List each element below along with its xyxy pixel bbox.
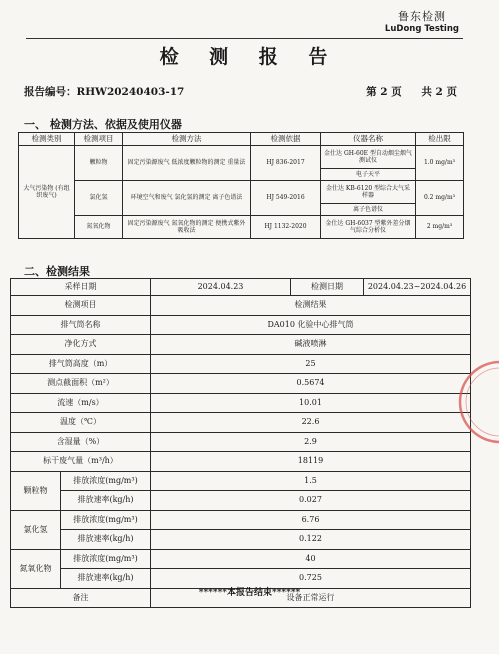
header-rule — [26, 38, 463, 39]
test-date-label: 检测日期 — [291, 279, 364, 295]
row-label: 测点截面积（m²） — [11, 374, 151, 394]
remark-value: 设备正常运行 — [151, 588, 471, 608]
conc-value: 6.76 — [151, 510, 471, 530]
pollutant-name: 氮氧化物 — [11, 549, 61, 588]
method-cell: 固定污染源废气 氮氧化物的测定 便携式紫外吸收法 — [123, 216, 251, 239]
table-row — [11, 354, 471, 374]
instrument-cell: 金仕达 KB-6120 型综合大气采样器 — [321, 181, 416, 204]
col-basis: 检测依据 — [251, 133, 321, 146]
sample-date: 2024.04.23 — [151, 279, 291, 296]
results-table — [10, 278, 471, 608]
page-info — [350, 84, 457, 99]
brand-name-cn: 鲁东检测 — [397, 10, 446, 23]
row-value: 碱液喷淋 — [151, 335, 471, 355]
row-label: 净化方式 — [11, 335, 151, 355]
row-label: 温度（℃） — [11, 413, 151, 433]
table-row — [11, 530, 471, 550]
table-row — [11, 374, 471, 394]
table-row — [19, 146, 464, 169]
seal-inner-ring — [466, 368, 499, 436]
col-instrument: 仪器名称 — [321, 133, 416, 146]
item-cell: 氯化氢 — [75, 181, 123, 216]
rate-label: 排放速率(kg/h) — [61, 530, 151, 550]
row-value: DA010 化验中心排气筒 — [151, 315, 471, 335]
item-cell: 颗粒物 — [75, 146, 123, 181]
basis-cell: HJ 836-2017 — [251, 146, 321, 181]
row-label: 标干废气量（m³/h） — [11, 452, 151, 472]
row-value: 18119 — [151, 452, 471, 472]
section2-heading: 二、检测结果 — [24, 265, 90, 278]
category-cell: 大气污染物 (有组织废气) — [19, 146, 75, 239]
row-value: 10.01 — [151, 393, 471, 413]
limit-cell: 2 mg/m³ — [416, 216, 464, 239]
result-label: 检测结果 — [151, 296, 471, 316]
table-row — [11, 413, 471, 433]
conc-value: 1.5 — [151, 471, 471, 491]
basis-cell: HJ 549-2016 — [251, 181, 321, 216]
table-row — [11, 549, 471, 569]
method-cell: 固定污染源废气 低浓度颗粒物的测定 重量法 — [123, 146, 251, 181]
report-number: 报告编号：RHW20240403-17 — [24, 86, 185, 98]
rate-label: 排放速率(kg/h) — [61, 491, 151, 511]
table-row — [11, 471, 471, 491]
sample-date-label: 采样日期 — [11, 279, 151, 296]
report-meta — [24, 84, 457, 99]
instrument-cell: 金仕达 GH-60E 型自动烟尘烟气测试仪 — [321, 146, 416, 169]
instrument-cell: 金仕达 GH-6037 型紫外差分烟气综合分析仪 — [321, 216, 416, 239]
table-row — [11, 279, 471, 296]
table-row — [11, 510, 471, 530]
rate-value: 0.725 — [151, 569, 471, 589]
conc-label: 排放浓度(mg/m³) — [61, 471, 151, 491]
instrument-cell: 离子色谱仪 — [321, 204, 416, 216]
table-row — [11, 335, 471, 355]
table-row — [11, 296, 471, 316]
table-row — [11, 452, 471, 472]
limit-cell: 0.2 mg/m³ — [416, 181, 464, 216]
row-label: 排气筒高度（m） — [11, 354, 151, 374]
table-row — [19, 216, 464, 239]
table-row — [19, 181, 464, 204]
row-label: 排气筒名称 — [11, 315, 151, 335]
row-value: 25 — [151, 354, 471, 374]
pollutant-name: 颗粒物 — [11, 471, 61, 510]
page-total: 共 2 页 — [421, 86, 457, 98]
rate-label: 排放速率(kg/h) — [61, 569, 151, 589]
rate-value: 0.027 — [151, 491, 471, 511]
instrument-cell: 电子天平 — [321, 169, 416, 181]
table-row — [11, 432, 471, 452]
report-end-mark: ******本报告结束****** — [198, 588, 301, 598]
test-date-split — [291, 279, 470, 295]
page-number: 第 2 页 — [366, 86, 402, 98]
pollutant-name: 氯化氢 — [11, 510, 61, 549]
item-cell: 氮氧化物 — [75, 216, 123, 239]
conc-label: 排放浓度(mg/m³) — [61, 510, 151, 530]
col-item: 检测项目 — [75, 133, 123, 146]
row-value: 0.5674 — [151, 374, 471, 394]
item-label: 检测项目 — [11, 296, 151, 316]
methods-table — [18, 132, 464, 239]
table-row — [11, 315, 471, 335]
row-value: 22.6 — [151, 413, 471, 433]
methods-header-row — [19, 133, 464, 146]
brand-name-en: LuDong Testing — [384, 24, 459, 34]
test-date: 2024.04.23~2024.04.26 — [367, 282, 467, 291]
brand-block — [385, 8, 459, 34]
table-row — [11, 491, 471, 511]
conc-value: 40 — [151, 549, 471, 569]
col-category: 检测类别 — [19, 133, 75, 146]
row-value: 2.9 — [151, 432, 471, 452]
red-seal-stamp — [458, 345, 499, 460]
remark-label: 备注 — [11, 588, 151, 608]
row-label: 流速（m/s） — [11, 393, 151, 413]
conc-label: 排放浓度(mg/m³) — [61, 549, 151, 569]
table-row — [11, 393, 471, 413]
report-title: 检 测 报 告 — [159, 46, 340, 68]
row-label: 含湿量（%） — [11, 432, 151, 452]
limit-cell: 1.0 mg/m³ — [416, 146, 464, 181]
rate-value: 0.122 — [151, 530, 471, 550]
col-limit: 检出限 — [416, 133, 464, 146]
basis-cell: HJ 1132-2020 — [251, 216, 321, 239]
col-method: 检测方法 — [123, 133, 251, 146]
test-date-cell — [291, 279, 471, 296]
section1-heading: 一、 检测方法、依据及使用仪器 — [24, 118, 182, 131]
method-cell: 环境空气和废气 氯化氢的测定 离子色谱法 — [123, 181, 251, 216]
